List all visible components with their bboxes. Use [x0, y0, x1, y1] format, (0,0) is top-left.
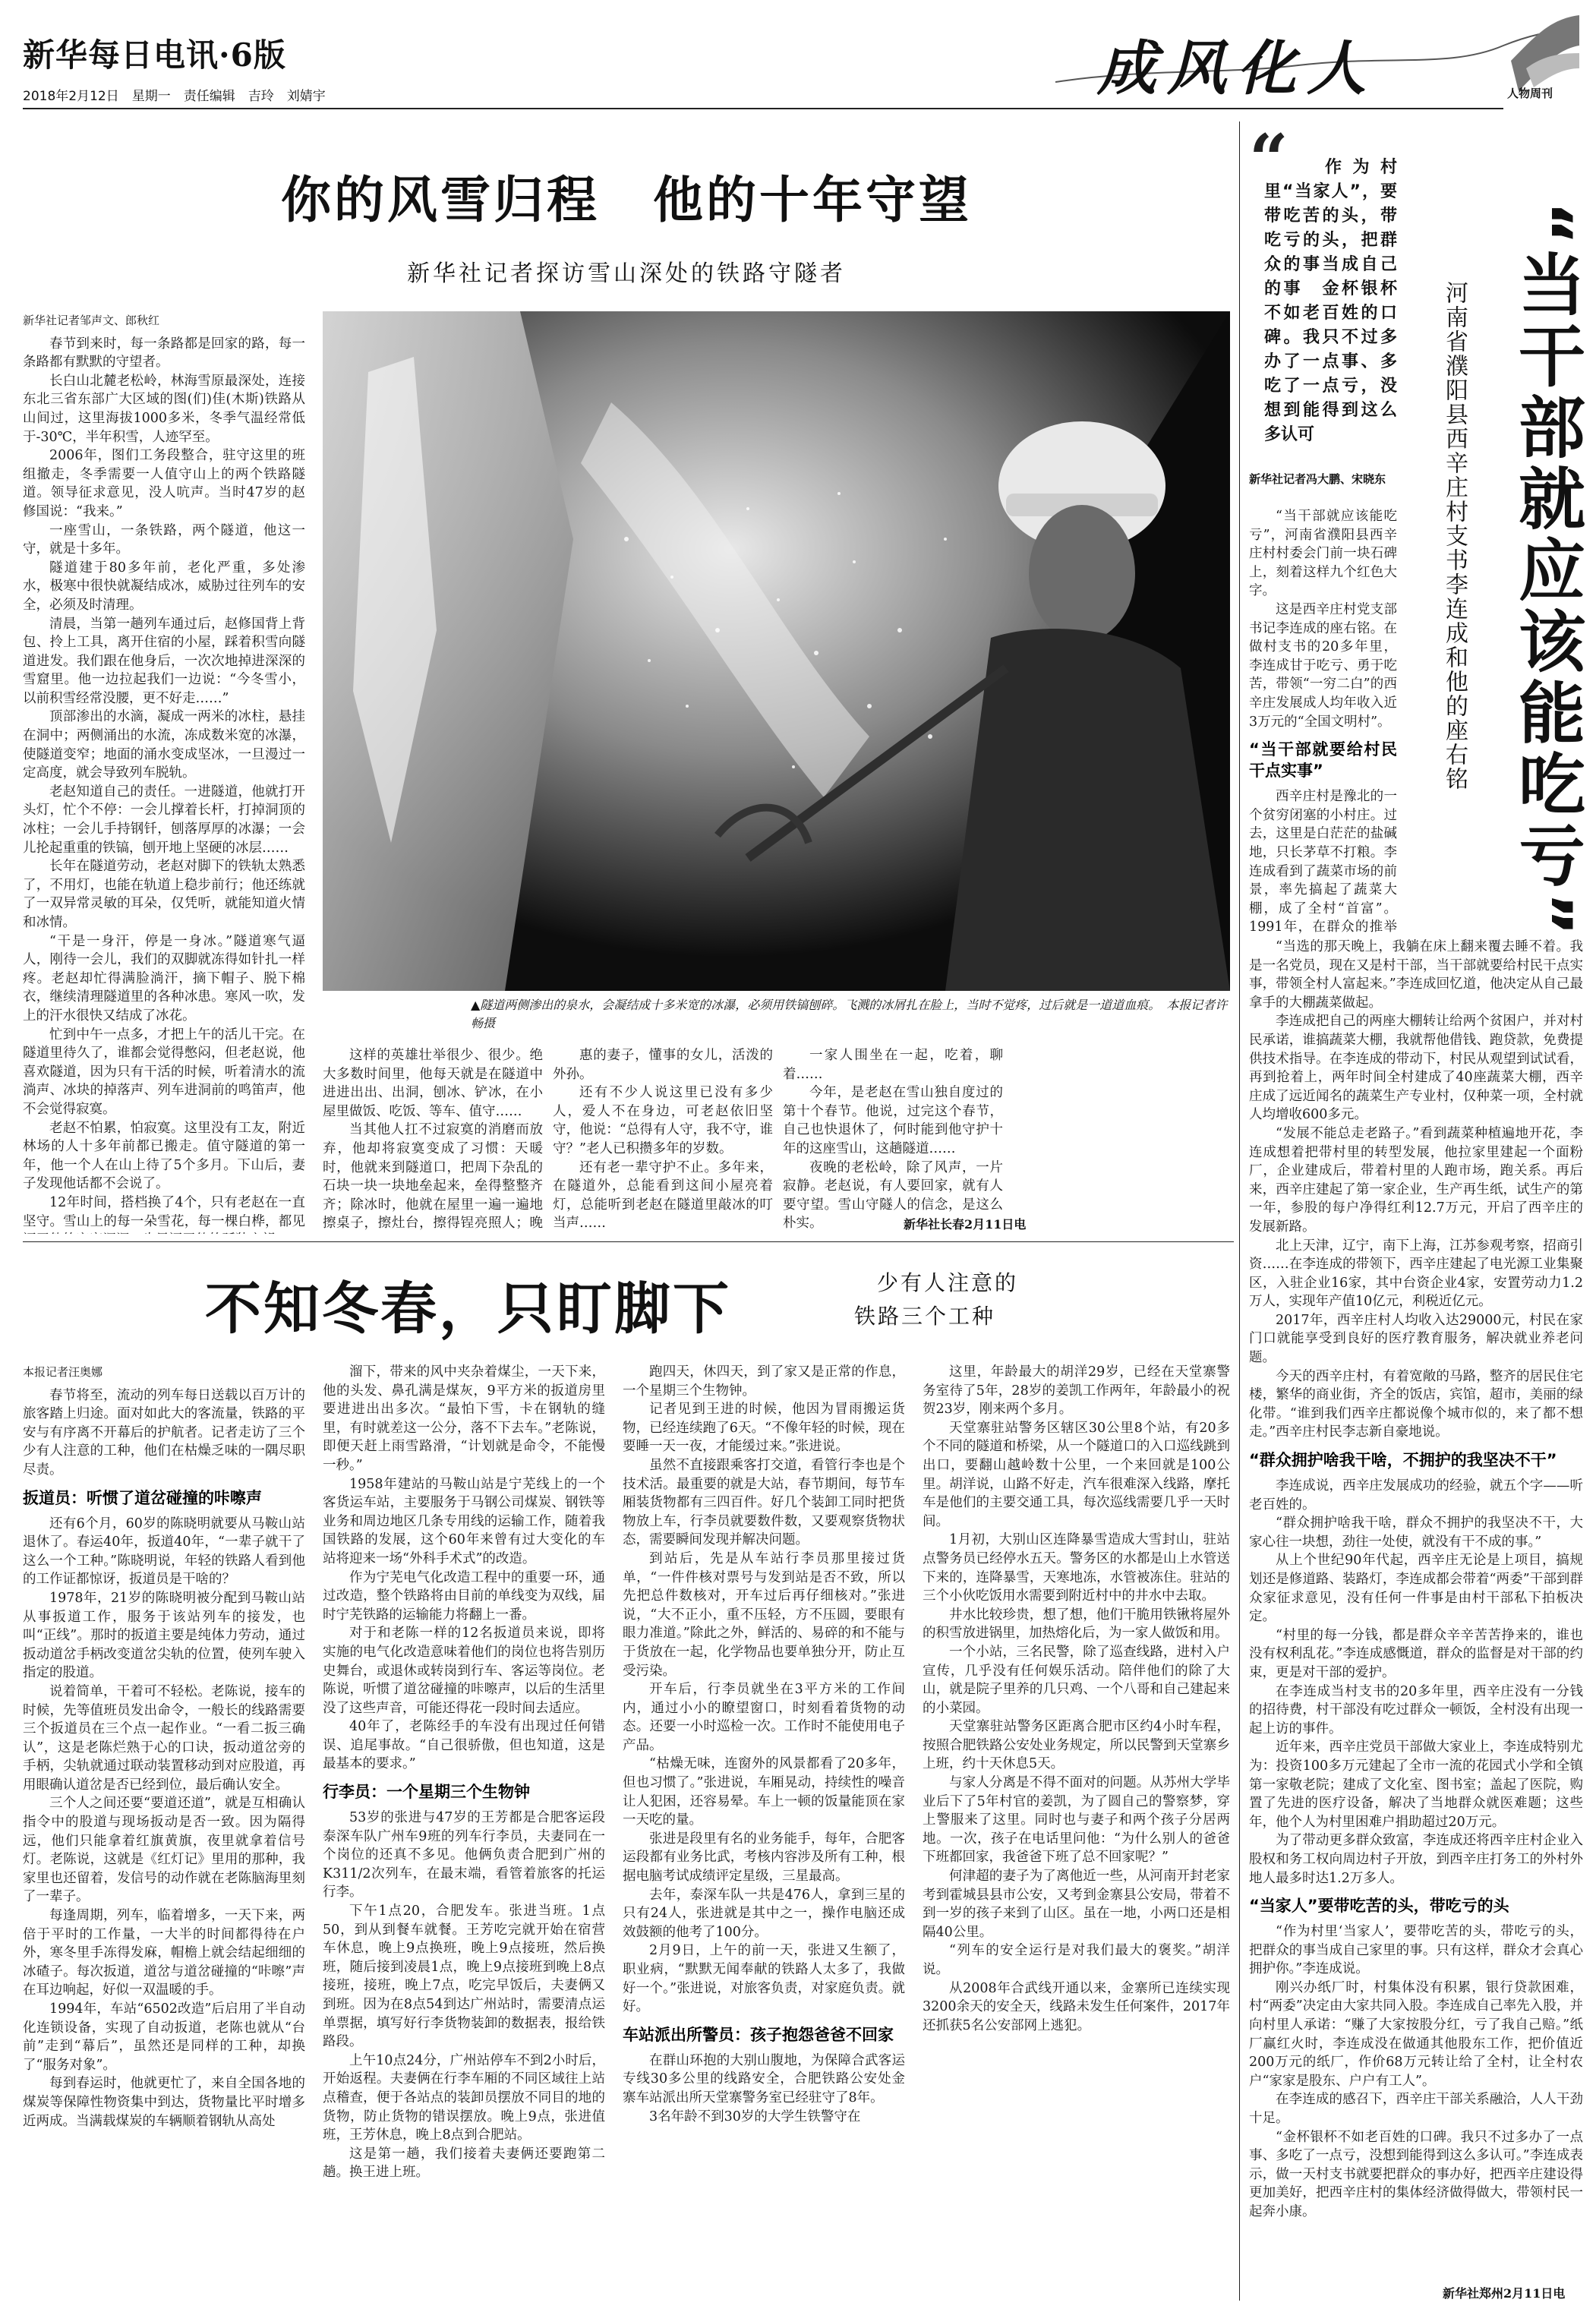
quote-mark-icon: “ [1249, 119, 1288, 200]
paragraph: 3名年龄不到30岁的大学生铁警守在 [649, 2109, 861, 2124]
paragraph: 惠的妻子，懂事的女儿，活泼的外孙。 [553, 1048, 773, 1082]
story1-dateline: 新华社长春2月11日电 [904, 1217, 1027, 1232]
paragraph: 1958年建站的马鞍山站是宁芜线上的一个客货运车站，主要服务于马钢公司煤炭、钢铁等业务和周边地区几条专用线的运输工作，随着我国铁路的发展，这个60年来曾有过大变化的车站将迎来一场“外科手术式”的改造。 [323, 1476, 605, 1566]
story3-subhead: 河南省濮阳县西辛庄村支书李连成和他的座右铭 [1441, 281, 1468, 791]
paragraph: 还有老一辈守护不止。多年来，在隧道外，总能看到这间小屋亮着灯，总能听到老赵在隧道里敲冰的叮当声…… [553, 1159, 773, 1232]
paragraph: “金杯银杯不如老百姓的口碑。我只不过多办了一点事、多吃了一点亏，没想到能得到这么多认可。”李连成表示，做一天村支书就要把群众的事办好，把西辛庄建设得更加美好，把西辛庄村的集体经济做得做大，带领村民一起奔小康。 [1249, 2129, 1583, 2219]
paragraph: 在李连成的感召下，西辛庄干部关系融洽，人人干劲十足。 [1249, 2092, 1583, 2127]
paragraph: “列车的安全运行是对我们最大的褒奖。”胡洋说。 [923, 1943, 1230, 1977]
paragraph: 去年，泰深车队一共是476人，拿到三星的只有24人，张进就是其中之一，操作电脑还成效鼓额的他考了100分。 [623, 1887, 905, 1940]
paragraph: 天堂寨驻站警务区辖区30公里8个站，有20多个不同的隧道和桥梁，从一个隧道口的入口巡线跳到出口，要翻山越岭数十公里，一个来回就是100公里。胡洋说，山路不好走，汽车很难深入线路，摩托车是他们的主要交通工具，每次巡线需要几乎一天时间。 [923, 1420, 1230, 1529]
paragraph: 长白山北麓老松岭，林海雪原最深处，连接东北三省东部广大区域的图(们)佳(木斯)铁路从山间过，这里海拔1000多米，冬季气温经常低于-30℃，半年积雪，人迹罕至。 [23, 373, 305, 445]
paragraph: 井水比较珍贵，想了想，他们干脆用铁锹将屋外的积雪放进锅里，加热熔化后，为一家人做饭和用。 [923, 1607, 1230, 1642]
paragraph: 长年在隧道劳动，老赵对脚下的铁轨太熟悉了，不用灯，也能在轨道上稳步前行；他还练就了一双异常灵敏的耳朵，仅凭听，就能知道火情和冰情。 [23, 859, 305, 930]
story2-subtitle-2: 行李员：一个星期三个生物钟 [323, 1783, 530, 1802]
story1-photo [323, 311, 1230, 991]
paragraph: 北上天津，辽宁，南下上海，江苏参观考察，招商引资……在李连成的带领下，西辛庄建起了电光源工业集聚区，入驻企业16家，其中台资企业4家，安置劳动力1.2万人，实现年产值10亿元，利税近亿元。 [1249, 1238, 1583, 1310]
paragraph: 清晨，当第一趟列车通过后，赵修国背上背包、拎上工具，离开住宿的小屋，踩着积雪向隧道进发。我们跟在他身后，一次次地掉进深深的雪窟里。他一边拉起我们一边说：“今冬雪小，以前积雪经常没腰，更不好走……” [23, 616, 305, 706]
story1-column-1 [23, 311, 305, 1234]
story1-column-2 [323, 1046, 543, 1232]
paragraph: 作为宁芜电气化改造工程中的重要一环，通过改造，整个铁路将由目前的单线变为双线，届时宁芜铁路的运输能力将翻上一番。 [323, 1569, 605, 1623]
paragraph: 隧道建于80多年前，老化严重，多处渗水，极寒中很快就凝结成冰，威胁过往列车的安全，必须及时清理。 [23, 560, 305, 613]
paragraph: 近年来，西辛庄党员干部做大家业上，李连成特别尤为：投资100多万元建起了全市一流的花园式小学和全镇第一家敬老院；建成了文化室、图书室；盖起了医院，购置了先进的医疗设备，解决了当地群众就医难题；这些年，他个人为村里困难户捐助超过20万元。 [1249, 1740, 1583, 1830]
paragraph: 何津超的妻子为了离他近一些，从河南开封老家考到霍城县县市公安，又考到金寨县公安局，带着不到一岁的孩子来到了山区。虽在一地，小两口还是相隔40公里。 [923, 1869, 1230, 1940]
story1-column-3 [553, 1046, 773, 1232]
paragraph: 到站后，先是从车站行李员那里接过货单，“一件件核对票号与发到站是否不致，所以先把总件数核对，开车过后再仔细核对。”张进说，“大不正小，重不压轻，方不压圆，要眼有眼力准道。”除此之外，鲜活的、易碎的和不能与于货放在一起，化学物品也要单独分开，防止互受污染。 [623, 1550, 905, 1679]
paragraph: 李连成把自己的两座大棚转让给两个贫困户，并对村民承诺，谁搞蔬菜大棚，我就帮他借钱、跑贷款，免费提供技术指导。在李连成的带动下，村民从观望到试试看，再到抢着上，两年时间全村建成了40座蔬菜大棚，西辛庄成了远近闻名的蔬菜生产专业村，仅种菜一项，全村就人均增收600多元。 [1249, 1014, 1583, 1123]
paragraph: 三个人之间还要“要道还道”，就是互相确认指令中的股道与现场扳动是否一致。因为隔得远，他们只能拿着红旗黄旗，夜里就拿着信号灯。老陈说，这就是《红灯记》里用的那种，我家里也还留着，发信号的动作就在老陈脑海里刻了一辈子。 [23, 1796, 305, 1905]
paragraph: 记者见到王进的时候，他因为冒雨搬运货物，已经连续跑了6天。“不像年轻的时候，现在要睡一天一夜，才能缓过来。”张进说。 [623, 1402, 905, 1455]
story1-byline: 新华社记者邹声文、郎秋红 [23, 314, 160, 327]
paragraph: 在群山环抱的大别山腹地，为保障合武客运专线30多公里的线路安全，合肥铁路公安处金寨车站派出所天堂寨警务室已经驻守了8年。 [623, 2052, 905, 2105]
paragraph: 对于和老陈一样的12名扳道员来说，即将实施的电气化改造意味着他们的岗位也将告别历史舞台，或退休或转岗到行车、客运等岗位。老陈说，听惯了道岔碰撞的咔嚓声，以后的生活里没了这些声音，可能还得花一段时间去适应。 [323, 1626, 605, 1716]
section-divider [23, 1241, 1234, 1242]
paragraph: 12年时间，搭档换了4个，只有老赵在一直坚守。雪山上的每一朵雪花，每一棵白桦，都见 [23, 1194, 305, 1229]
paragraph: 一家人围坐在一起，吃着，聊着…… [783, 1048, 1003, 1082]
paragraph: “当选的那天晚上，我躺在床上翻来覆去睡不着。我是一名党员，现在又是村干部，当干部就要给村民干点实事，带领全村人富起来。”李连成回忆道，他决定从自己最拿手的大棚蔬菜做起。 [1249, 939, 1583, 1011]
paragraph: 还有6个月，60岁的陈晓明就要从马鞍山站退休了。春运40年，扳道40年，“一辈子就干了这么一个工种。”陈晓明说，年轻的铁路人看到他的工作证都惊讶，扳道员是干啥的？ [23, 1516, 305, 1588]
paragraph: “枯燥无味，连窗外的风景都看了20多年，但也习惯了。”张进说，车厢晃动，持续性的噪音让人犯困，还容易晕。车上一顿的饭量能顶在家一天吃的量。 [623, 1756, 905, 1828]
paragraph: 今天的西辛庄村，有着宽敞的马路，整齐的居民住宅楼，繁华的商业街，齐全的饭店，宾馆，超市，美丽的绿化带。“谁到我们西辛庄都说像个城市似的，来了都不想走。”西辛庄村民李志新自豪地说。 [1249, 1368, 1583, 1440]
paragraph: 与家人分离是不得不面对的问题。从苏州大学毕业后下了5年村官的姜凯，为了圆自己的警察梦，穿上警服来了这里。同时也与妻子和两个孩子分居两地。一次，孩子在电话里问他：“为什么别人的爸爸下班都回家，我爸爸下班了总不回家呢？” [923, 1775, 1230, 1866]
paragraph: 溜下，带来的风中夹杂着煤尘，一天下来，他的头发、鼻孔满是煤灰，9平方米的扳道房里要进进出出多次。“最怕下雪，卡在钢轨的缝里，有时就差这一公分，落不下去车。”老陈说，即便天赶上雨雪路滑，“计划就是命令，不能慢一秒。” [323, 1364, 605, 1473]
paragraph: 2006年，图们工务段整合，驻守这里的班组撤走，冬季需要一人值守山上的两个铁路隧道。领导征求意见，没人吭声。当时47岁的赵修国说：“我来。” [23, 448, 305, 519]
paragraph: 夜晚的老松岭，除了风声，一片寂静。老赵说，有人要回家，就有人要守望。雪山守隧人的信念，是这么朴实。 [783, 1159, 1003, 1232]
paragraph: 一座雪山，一条铁路，两个隧道，他这一守，就是十多年。 [23, 522, 305, 557]
paragraph: “干是一身汗，停是一身冰。”隧道寒气逼人，刚待一会儿，我们的双脚就冻得如针扎一样疼。老赵却忙得满脸淌汗，摘下帽子、脱下棉衣，继续清理隧道里的各种冰患。寒风一吹，发上的汗水很快又结成了冰花。 [23, 933, 305, 1024]
story1-column-4 [783, 1046, 1003, 1232]
masthead-rule [23, 108, 1503, 109]
paragraph: “村里的每一分钱，都是群众辛辛苦苦挣来的，谁也没有权利乱花。”李连成感慨道，群众的监督是对干部的约束，更是对干部的爱护。 [1249, 1627, 1583, 1680]
story2-column-4 [923, 1363, 1230, 2304]
paragraph: 西辛庄村是豫北的一个贫穷闭塞的小村庄。过去，这里是白茫茫的盐碱地，只长茅草不打粮。李连成看到了蔬菜市场的前景，率先搞起了蔬菜大棚，成了全村“首富”。1991年，在群众的推举 [1249, 789, 1397, 935]
masthead-date-line: 2018年2月12日 星期一 责任编辑 吉玲 刘婧宇 [23, 89, 326, 104]
paragraph: 上午10点24分，广州站停车不到2小时后，开始返程。夫妻俩在行李车厢的不同区域往上站点稽查，便于各站点的装卸员摆放不同目的地的货物，防止货物的错误摆放。晚上9点，张进值班，王芳休息，晚上8点到合肥站。 [323, 2052, 605, 2143]
paragraph: 这样的英雄壮举很少、很少。绝大多数时间里，他每天就是在隧道中进进出出、出洞，刨冰、铲冰，在小屋里做饭、吃饭、等车、值守…… [323, 1048, 543, 1119]
tunnel-worker-photo [323, 311, 1230, 991]
story1-photo-caption: ▲隧道两侧渗出的泉水，会凝结成十多米宽的冰瀑，必须用铁镐刨碎。飞溅的冰屑扎在脸上，当时不觉疼，过后就是一道道血痕。 本报记者许畅摄 [471, 998, 1228, 1030]
paragraph: 春节将至，流动的列车每日送载以百万计的旅客踏上归途。面对如此大的客流量，铁路的平安与有序离不开幕后的护航者。记者走访了三个少有人注意的工种，他们在枯燥乏味的一隅尽职尽责。 [23, 1387, 305, 1478]
story1-headline: 你的风雪归程 他的十年守望 [281, 171, 972, 229]
paragraph: 开车后，行李员就坐在3平方米的工作间内，通过小小的瞭望窗口，时刻看着货物的动态。还要一小时巡检一次。工作时不能使用电子产品。 [623, 1682, 905, 1753]
paragraph: 每到春运时，他就更忙了，来自全国各地的煤炭等保障性物资集中到达，货物量比平时增多近两成。当满载煤炭的车辆顺着钢轨从高处 [23, 2076, 305, 2129]
paragraph: 每逢周期，列车，临着增多，一天下来，两倍于平时的工作量，一大半的时间都得待在户外，寒冬里手冻得发麻，帽檐上就会结起细细的冰碴子。每次扳道，道岔与道岔碰撞的“咔嚓”声在耳边响起，好似一双温暖的手。 [23, 1908, 305, 1998]
story3-subtitle-2: “群众拥护啥我干啥，不拥护的我坚决不干” [1249, 1451, 1557, 1470]
paragraph: 今年，是老赵在雪山独自度过的第十个春节。他说，过完这个春节，自己也快退休了，何时能到他守护十年的这座雪山，这趟隧道…… [783, 1085, 1003, 1156]
column-logo [1055, 15, 1579, 103]
story2-subhead [854, 1266, 1018, 1333]
paragraph: 虽然不直接跟乘客打交道，看管行李也是个技术活。最重要的就是大站，春节期间，每节车厢装货物都有三四百件。好几个装卸工同时把货物放上车，行李员就要数件数，又要观察货物状态，需要瞬间发现并解决问题。 [623, 1457, 905, 1548]
story2-column-3 [623, 1363, 905, 2304]
paragraph: 跑四天，休四天，到了家又是正常的作息，一个星期三个生物钟。 [623, 1364, 905, 1399]
story2-subhead-line2: 铁路三个工种 [854, 1304, 996, 1329]
story3-byline: 新华社记者冯大鹏、宋晓东 [1249, 472, 1386, 486]
paragraph: 春节到来时，每一条路都是回家的路，每一条路都有默默的守望者。 [23, 336, 305, 371]
paragraph: 一个小站，三名民警，除了巡查线路，进村入户宣传，几乎没有任何娱乐活动。陪伴他们的除了大山，就是院子里养的几只鸡、一个八哥和自己建起来的小菜园。 [923, 1644, 1230, 1716]
story3-subtitle-1: “当干部就要给村民干点实事” [1249, 740, 1397, 781]
story2-column-2 [323, 1363, 605, 2304]
paragraph: 天堂寨驻站警务区距离合肥市区约4小时车程，按照合肥铁路公安处业务规定，所以民警到天堂寨乡上班，约十天休息5天。 [923, 1719, 1230, 1772]
paragraph: 顶部渗出的水滴，凝成一两米的冰柱，悬挂在洞中；两侧涌出的水流，冻成数米宽的冰瀑，使隧道变窄；地面的涌水变成坚冰，一旦漫过一定高度，就会导致列车脱轨。 [23, 709, 305, 781]
column-rule [1239, 121, 1240, 2301]
paragraph: 1月初，大别山区连降暴雪造成大雪封山，驻站点警务员已经停水五天。警务区的水都是山上水管送下来的，连降暴雪，天寒地冻，水管被冻住。驻站的三个小伙吃饭用水需要到附近村中的井水中去取。 [923, 1532, 1230, 1604]
story2-byline: 本报记者汪奥娜 [23, 1365, 103, 1379]
paragraph: 为了带动更多群众致富，李连成还将西辛庄村企业入股权和务工权向周边村子开放，到西辛庄打务工的外村外地人最多时达1.2万多人。 [1249, 1833, 1583, 1886]
paragraph: 53岁的张进与47岁的王芳都是合肥客运段泰深车队广州车9班的列车行李员，夫妻同在一个岗位的还真不多见。他俩负责合肥到广州的K311/2次列车，在最末端，看管着旅客的托运行李。 [323, 1810, 605, 1900]
story2-headline: 不知冬春，只盯脚下 [205, 1276, 731, 1342]
paragraph: 2017年，西辛庄村人均收入达29000元，村民在家门口就能享受到良好的医疗教育服务，解决就业养老问题。 [1249, 1312, 1583, 1366]
paragraph: 这是第一趟，我们接着夫妻俩还要跑第二趟。换王进上班。 [323, 2146, 605, 2181]
paragraph: “发展不能总走老路子。”看到蔬菜种植遍地开花，李连成想着把带村里的转型发展，他拉家里建起一个面粉厂，企业建成后，带着村里的人跑市场，跑关系。再后来，西辛庄建起了第一家企业，生产再生纸，试生产的第一年，参股的每户净得红利12.7万元，开启了西辛庄的发展新路。 [1249, 1125, 1583, 1235]
paragraph: 40年了，老陈经手的车没有出现过任何错误、追尾事故。“自己很骄傲，但也知道，这是最基本的要求。” [323, 1719, 605, 1772]
paragraph: 还有不少人说这里已没有多少人，爱人不在身边，可老赵依旧坚守，他说：“总得有人守，我不守，谁守？”老人已积攒多年的岁数。 [553, 1085, 773, 1156]
story3-dateline: 新华社郑州2月11日电 [1443, 2286, 1566, 2301]
paragraph: “当干部就应该能吃亏”，河南省濮阳县西辛庄村村委会门前一块石碑上，刻着这样九个红色大字。 [1249, 509, 1397, 599]
paragraph: “群众拥护啥我干啥，群众不拥护的我坚决不干，大家心往一块想，劲往一处使，就没有干不成的事。” [1249, 1516, 1583, 1550]
column-title: 成风化人 [1097, 34, 1377, 103]
story2-subtitle-3: 车站派出所警员：孩子抱怨爸爸不回家 [623, 2025, 894, 2044]
paragraph: 从2008年合武线开通以来，金寨所已连续实现3200余天的安全天，线路未发生任何案件，2017年还抓获5名公安部网上逃犯。 [923, 1980, 1230, 2033]
paragraph: 2月9日，上午的前一天，张进又生额了，职业病，“默默无闻奉献的铁路人太多了，我做好一个。”张进说，对旅客负责，对家庭负责。就好。 [623, 1943, 905, 2015]
paragraph: 李连成说，西辛庄发展成功的经验，就五个字——听老百姓的。 [1249, 1478, 1583, 1512]
story2-subhead-line1: 少有人注意的 [877, 1270, 1019, 1295]
story3-headline: “当干部就应该能吃亏” [1508, 201, 1586, 941]
paragraph: 1994年，车站“6502改造”后启用了半自动化连锁设备，实现了自动扳道，老陈也就从“台前”走到“幕后”，虽然还是同样的工种，却换了“服务对象”。 [23, 2001, 305, 2073]
paragraph: “作为村里‘当家人’，要带吃苦的头，带吃亏的头，把群众的事当成自己家里的事。只有这样，群众才会真心拥护你。”李连成说。 [1249, 1924, 1583, 1977]
paragraph: 忙到中午一点多，才把上午的活儿干完。在隧道里待久了，谁都会觉得憋闷，但老赵说，他喜欢隧道，因为只有干活的时候，听着清水的流淌声、冰块的掉落声、列车进洞前的鸣笛声，他不会觉得寂寞。 [23, 1027, 305, 1117]
weekly-label: 人物周刊 [1507, 87, 1553, 100]
paragraph: 1978年，21岁的陈晓明被分配到马鞍山站从事扳道工作，服务于该站列车的接发，也叫“正线”。那时的扳道主要是纯体力劳动，通过扳动道岔手柄改变道岔尖轨的位置，使列车驶入指定的股道。 [23, 1590, 305, 1681]
masthead-paper-name: 新华每日电讯·6版 [23, 36, 286, 74]
story3-subtitle-3: “当家人”要带吃苦的头，带吃亏的头 [1249, 1897, 1509, 1916]
story2-subtitle-1: 扳道员：听惯了道岔碰撞的咔嚓声 [23, 1488, 262, 1507]
paragraph: 老赵不怕累，怕寂寞。这里没有工友，附近林场的人十多年前都已搬走。值守隧道的第一年，他一个人在山上待了5个多月。下山后，妻子发现他话都不会说了。 [23, 1120, 305, 1192]
paragraph: 在李连成当村支书的20多年里，西辛庄没有一分钱的招待费，村干部没有吃过群众一顿饭，全村没有出现一起上访的事件。 [1249, 1683, 1583, 1736]
story1-subhead: 新华社记者探访雪山深处的铁路守隧者 [407, 260, 846, 287]
paragraph: 当其他人扛不过寂寞的消磨而放弃，他却将寂寞变成了习惯：天暖时，他就来到隧道口，把周下杂乱的石块一块一块地垒起来，垒得整整齐齐；除冰时，他就在屋里一遍一遍地擦桌子，擦灶台，擦得锃亮照人；晚 [323, 1122, 543, 1232]
paragraph: 老赵知道自己的责任。一进隧道，他就打开头灯，忙个不停：一会儿撑着长杆，打掉洞顶的冰柱；一会儿手持钢钎，刨落厚厚的冰瀑；一会儿抡起重重的铁镐，刨开地上坚硬的冰层…… [23, 784, 305, 856]
paragraph: 这里，年龄最大的胡洋29岁，已经在天堂寨警务室待了5年，28岁的姜凯工作两年，年龄最小的祝贺23岁，刚来两个多月。 [923, 1364, 1230, 1418]
paragraph: 下午1点20，合肥发车。张进当班。1点50，到从到餐车就餐。王芳吃完就开始在宿营车休息，晚上9点换班，晚上9点接班，然后换班，随后接到凌晨1点，晚上9点接班到晚上8点接班，接班，晚上7点，吃完早饭后，夫妻俩又到班。因为在8点54到达广州站时，需要清点运单票据，填写好行李货物装卸的数据表，报给铁路段。 [323, 1904, 605, 2050]
paragraph: 张进是段里有名的业务能手，每年，合肥客运段都有业务比武，考核内容涉及所有工种，根据电脑考试成绩评定星级，三星最高。 [623, 1831, 905, 1885]
paragraph: 刚兴办纸厂时，村集体没有积累，银行贷款困难，村“两委”决定由大家共同入股。李连成自己率先入股，并向村里人承诺：“赚了大家按股分红，亏了我自己赔。”纸厂赢红火时，李连成没在做通其他股东工作，把价值近200万元的纸厂，作价68万元转让给了全村，让全村农户“家家是股东、户户有工人”。 [1249, 1979, 1583, 2089]
story3-narrow-column [1249, 507, 1397, 936]
story2-column-1 [23, 1363, 305, 2304]
story3-wide-column [1249, 938, 1583, 2282]
paragraph: 这是西辛庄村党支部书记李连成的座右铭。在做村支书的20多年里，李连成甘于吃亏、勇于吃苦，带领“一穷二白”的西辛庄发展成人均年收入近3万元的“全国文明村”。 [1249, 601, 1397, 730]
paragraph: 说着简单，干着可不轻松。老陈说，接车的时候，先等值班员发出命令，一般长的线路需要三个扳道员在三个点一起作业。“一看二扳三确认”，这是老陈烂熟于心的口诀，扳动道岔旁的手柄，尖轨就通过联动装置移动到对应股道，再用眼确认道岔是否已经到位，最后确认安全。 [23, 1683, 305, 1793]
paragraph: 从上个世纪90年代起，西辛庄无论是上项目，搞规划还是修道路、装路灯，李连成都会带着“两委”干部到群众家征求意见，没有任何一件事是由村干部私下拍板决定。 [1249, 1553, 1583, 1625]
story3-pullquote: 作为村里“当家人”，要带吃苦的头，带吃亏的头，把群众的事当成自己的事 金杯银杯不如老百姓的口碑。我只不过多办了一点事、多吃了一点亏，没想到能得到这么多认可 [1264, 158, 1397, 444]
